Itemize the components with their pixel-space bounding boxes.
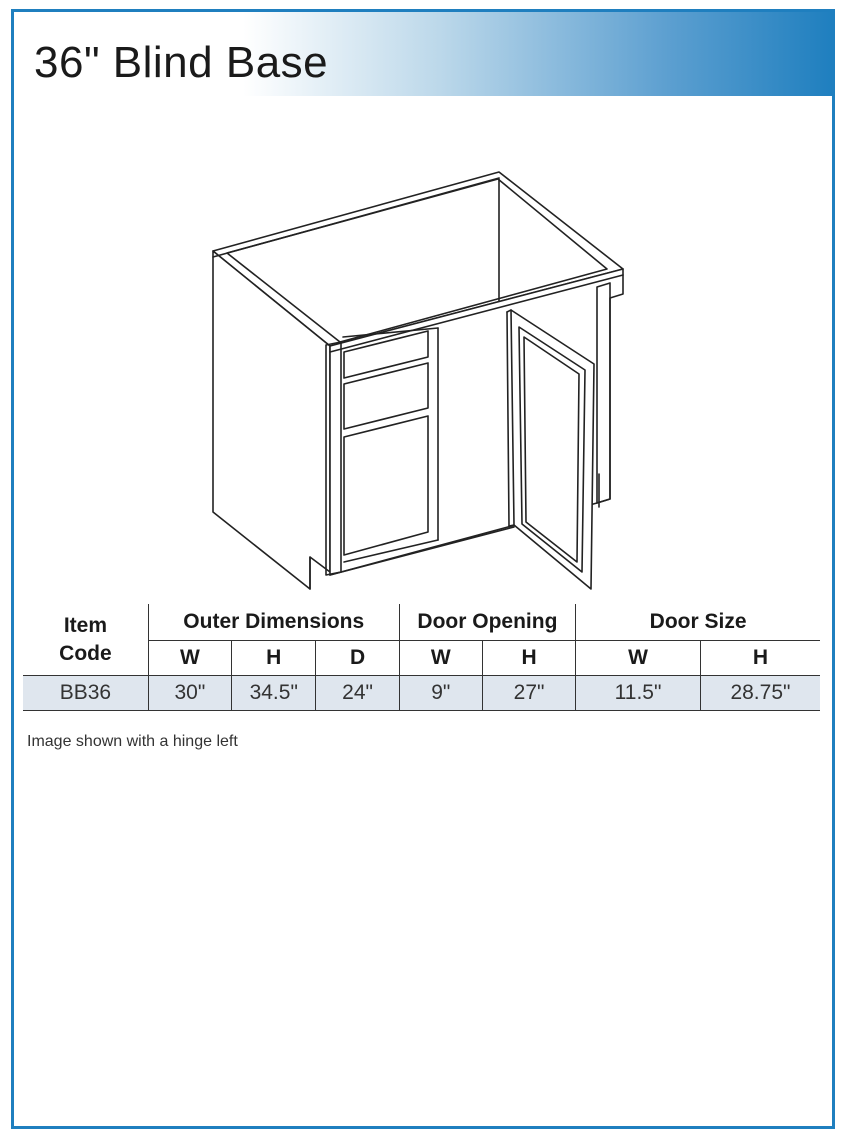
opening-h-cell: 27"	[482, 676, 575, 711]
outer-w-cell: 30"	[148, 676, 231, 711]
dimensions-table	[23, 604, 820, 711]
table-row	[23, 676, 820, 711]
outer-d-header: D	[316, 641, 399, 676]
opening-w-header: W	[399, 641, 482, 676]
cabinet-illustration	[184, 147, 644, 607]
outer-d-cell: 24"	[316, 676, 399, 711]
outer-dimensions-header: Outer Dimensions	[148, 604, 399, 641]
image-note: Image shown with a hinge left	[27, 733, 238, 750]
door-w-header: W	[576, 641, 701, 676]
code-header-line2: Code	[59, 641, 112, 665]
door-size-header: Door Size	[576, 604, 820, 641]
door-h-cell: 28.75"	[700, 676, 820, 711]
outer-h-cell: 34.5"	[232, 676, 316, 711]
page-title: 36" Blind Base	[34, 38, 329, 87]
door-h-header: H	[700, 641, 820, 676]
outer-w-header: W	[148, 641, 231, 676]
spec-sheet-frame	[11, 9, 835, 1129]
item-code-header	[23, 604, 148, 676]
outer-h-header: H	[232, 641, 316, 676]
door-opening-header: Door Opening	[399, 604, 576, 641]
door-w-cell: 11.5"	[576, 676, 701, 711]
opening-h-header: H	[482, 641, 575, 676]
item-header-line1: Item	[63, 613, 107, 637]
title-banner	[14, 12, 832, 96]
item-code-cell: BB36	[23, 676, 148, 711]
opening-w-cell: 9"	[399, 676, 482, 711]
